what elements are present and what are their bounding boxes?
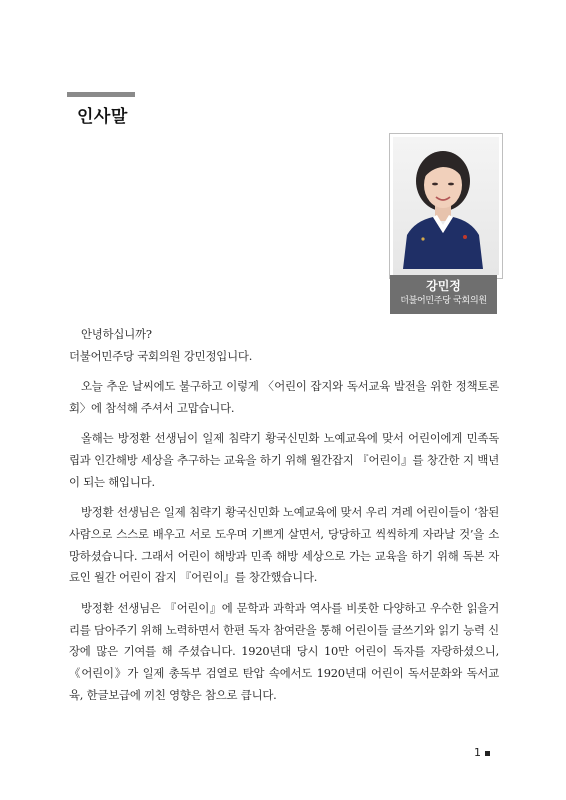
greeting-paragraph: 올해는 방정환 선생님이 일제 침략기 황국신민화 노예교육에 맞서 어린이에게 민족독립과 인간해방 세상을 추구하는 교육을 하기 위해 월간잡지 『어린이』를 창간한 지 백년이 되는 해입니다. (69, 431, 499, 489)
title-accent-bar (67, 92, 135, 97)
greeting-paragraph: 더불어민주당 국회의원 강민정입니다. (69, 348, 253, 363)
page-title: 인사말 (77, 107, 128, 127)
greeting-paragraph: 오늘 추운 날씨에도 불구하고 이렇게 〈어린이 잡지와 독서교육 발전을 위한 정책토론회〉에 참석해 주셔서 고맙습니다. (69, 379, 499, 415)
page-number-value: 1 (474, 746, 481, 759)
portrait-frame (389, 133, 503, 279)
portrait-illustration (393, 137, 493, 269)
page-marker-icon (485, 751, 490, 756)
greeting-paragraph: 방정환 선생님은 일제 침략기 황국신민화 노예교육에 맞서 우리 겨레 어린이들이 ‘참된 사람으로 스스로 배우고 서로 도우며 기쁘게 살면서, 당당하고 씩씩하게 자라날 것’을 소망하셨습니다. 그래서 어린이 해방과 민족 해방 세상으로 가는 교육을 하기 위해 독본 자료인 월간 어린이 잡지 『어린이』를 창간했습니다. (69, 505, 499, 585)
greeting-body (69, 324, 499, 715)
greeting-paragraph: 안녕하십니까? (81, 327, 152, 341)
profile-role: 더불어민주당 국회의원 (400, 296, 487, 306)
page-number (474, 746, 490, 759)
portrait-photo (393, 137, 499, 275)
greeting-paragraph: 방정환 선생님은 『어린이』에 문학과 과학과 역사를 비롯한 다양하고 우수한 읽을거리를 담아주기 위해 노력하면서 한편 독자 참여란을 통해 어린이들 글쓰기와 읽기 능력 신장에 많은 기여를 해 주셨습니다. 1920년대 당시 10만 어린이 독자를 자랑하셨으니, 《어린이》가 일제 총독부 검열로 탄압 속에서도 1920년대 어린이 독서문화와 독서교육, 한글보급에 끼친 영향은 참으로 큽니다. (69, 600, 499, 702)
profile-name: 강민정 (426, 279, 461, 293)
profile-caption (390, 275, 497, 314)
